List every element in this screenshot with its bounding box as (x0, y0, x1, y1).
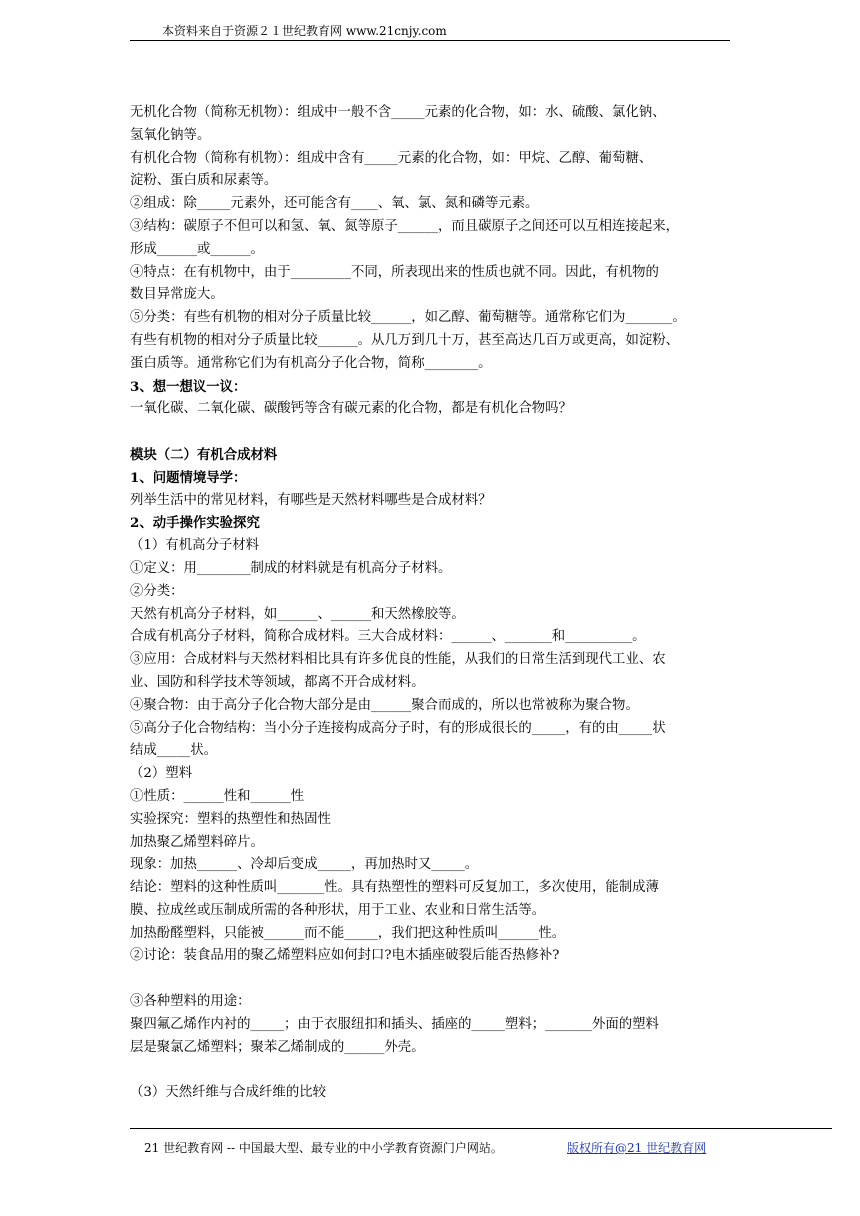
footer-text: 21 世纪教育网 -- 中国最大型、最专业的中小学教育资源门户网站。 (144, 1141, 503, 1155)
text-line: 模块（二）有机合成材料 (130, 446, 278, 463)
text-line (130, 968, 730, 991)
text-line: 无机化合物（简称无机物）：组成中一般不含_____元素的化合物，如：水、硫酸、氯化钠、 (130, 105, 666, 120)
text-line: 有机化合物（简称有机物）：组成中含有_____元素的化合物，如：甲烷、乙醇、葡萄糖、 (130, 150, 653, 166)
text-line: ③各种塑料的用途： (130, 994, 251, 1010)
header-text: 本资料来自于资源２１世纪教育网 www.21cnjy.com (162, 24, 447, 38)
text-line: 淀粉、蛋白质和尿素等。 (130, 173, 278, 189)
text-line: ①定义：用________制成的材料就是有机高分子材料。 (130, 560, 452, 576)
text-line: 3、想一想议一议： (130, 378, 247, 395)
text-line: 合成有机高分子材料，简称合成材料。三大合成材料：______、_______和__________。 (130, 629, 646, 645)
text-line: （3）天然纤维与合成纤维的比较 (130, 1085, 326, 1101)
text-line: 1、问题情境导学： (130, 469, 247, 486)
text-line: ③应用：合成材料与天然材料相比具有许多优良的性能，从我们的日常生活到现代工业、农 (130, 652, 666, 668)
text-line: 结论：塑料的这种性质叫_______性。具有热塑性的塑料可反复加工，多次使用，能制成薄 (130, 880, 659, 896)
text-line (130, 421, 730, 444)
text-line: 膜、拉成丝或压制成所需的各种形状，用于工业、农业和日常生活等。 (130, 902, 546, 918)
text-line: 数目异常庞大。 (130, 287, 224, 303)
text-line: 有些有机物的相对分子质量比较______。从几万到几十万，甚至高达几百万或更高，如淀粉、 (130, 332, 680, 348)
page-header (130, 20, 730, 41)
text-line: 加热聚乙烯塑料碎片。 (130, 834, 264, 850)
text-line: ⑤高分子化合物结构：当小分子连接构成高分子时，有的形成很长的_____，有的由_____状 (130, 720, 666, 736)
text-line: （2）塑料 (130, 766, 193, 782)
text-line: ⑤分类：有些有机物的相对分子质量比较______，如乙醇、葡萄糖等。通常称它们为_______。 (130, 310, 686, 326)
text-line: ②讨论：装食品用的聚乙烯塑料应如何封口?电木插座破裂后能否热修补? (130, 948, 560, 964)
text-line: 加热酚醛塑料，只能被______而不能_____，我们把这种性质叫______性。 (130, 925, 566, 941)
text-line: 结成_____状。 (130, 743, 218, 759)
page-footer (130, 1128, 832, 1155)
text-line: 一氧化碳、二氧化碳、碳酸钙等含有碳元素的化合物，都是有机化合物吗？ (130, 401, 572, 417)
text-line: 氢氧化钠等。 (130, 127, 211, 143)
text-line: ④聚合物：由于高分子化合物大部分是由______聚合而成的，所以也常被称为聚合物。 (130, 697, 639, 713)
text-line: 层是聚氯乙烯塑料；聚苯乙烯制成的______外壳。 (130, 1039, 425, 1055)
text-line: 聚四氟乙烯作内衬的_____；由于衣服纽扣和插头、插座的_____塑料；_______外面的塑料 (130, 1016, 659, 1032)
text-line: ④特点：在有机物中，由于_________不同，所表现出来的性质也就不同。因此，有机物的 (130, 264, 659, 280)
text-line: 列举生活中的常见材料，有哪些是天然材料哪些是合成材料？ (130, 492, 492, 508)
text-line: （1）有机高分子材料 (130, 538, 260, 554)
text-line: ③结构：碳原子不但可以和氢、氧、氮等原子______，而且碳原子之间还可以互相连接起来， (130, 218, 680, 234)
text-line: 天然有机高分子材料，如______、______和天然橡胶等。 (130, 606, 465, 622)
text-line: 现象：加热______、冷却后变成_____，再加热时又_____。 (130, 857, 479, 873)
text-line: 形成______或______。 (130, 241, 264, 257)
document-body (130, 102, 730, 1105)
text-line: 实验探究：塑料的热塑性和热固性 (130, 811, 331, 827)
text-line: 业、国防和科学技术等领域，都离不开合成材料。 (130, 674, 425, 690)
text-line: 2、动手操作实验探究 (130, 515, 260, 532)
text-line (130, 1059, 730, 1082)
text-line: ②组成：除_____元素外，还可能含有____、氧、氯、氮和磷等元素。 (130, 196, 539, 212)
text-line: 蛋白质等。通常称它们为有机高分子化合物，简称________。 (130, 355, 492, 371)
copyright-link[interactable]: 版权所有@21 世纪教育网 (567, 1141, 707, 1155)
text-line: ①性质：______性和______性 (130, 788, 305, 804)
text-line: ②分类： (130, 583, 184, 599)
